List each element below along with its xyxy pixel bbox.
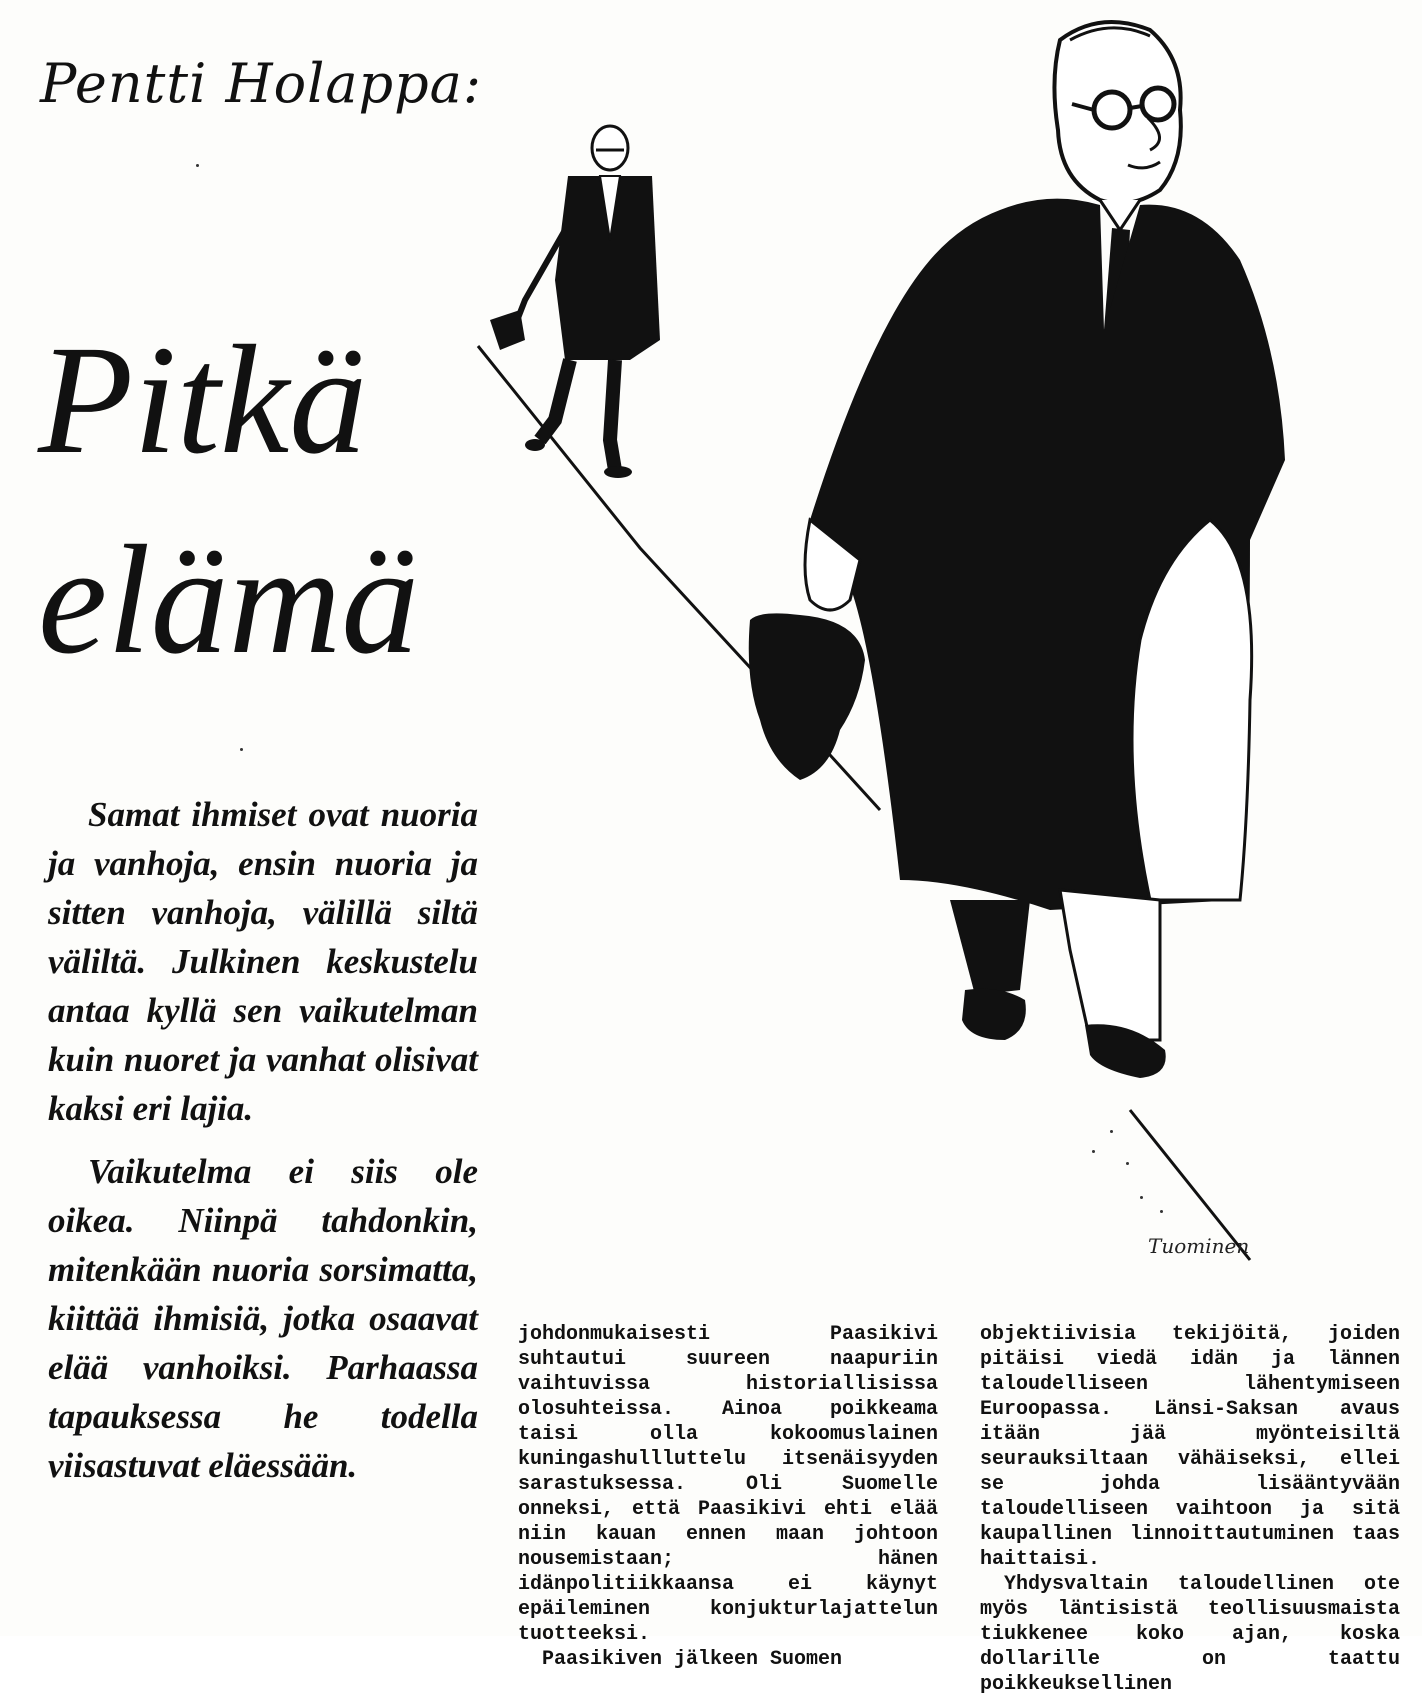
print-speck [196,164,199,167]
body-column-1-paragraph-1: johdonmukaisesti Paasikivi suhtautui suureen naapuriin vaihtuvissa historiallisissa olosuhteissa. Ainoa poikkeama taisi olla kokoomuslainen kuningashullluttelu itsenäisyyden sarastuksessa. Oli Suomelle onneksi, että Paasikivi ehti elää niin kauan ennen maan johtoon nousemistaan; hänen idänpolitiikkaansa ei käynyt epäileminen konjukturlajattelun tuotteeksi. [518,1323,938,1646]
headline-line-1: Pitkä [38,313,368,486]
small-walking-figure [490,126,660,478]
lead-paragraph-2: Vaikutelma ei siis ole oikea. Niinpä tahdonkin, mitenkään nuoria sorsimatta, kiittää ihmisiä, jotka osaavat elää vanhoiksi. Parhaassa tapauksessa he todella viisastuvat eläessään. [48,1152,478,1485]
large-walking-figure [749,22,1285,1078]
body-column-2 [980,1322,1400,1696]
lead-paragraphs [48,790,478,1504]
headline [38,300,508,700]
body-column-2-paragraph-1: objektiivisia tekijöitä, joiden pitäisi viedä idän ja lännen taloudelliseen lähentymiseen Euroopassa. Länsi-Saksan avaus itään jää myönteisiltä seurauksiltaan vähäiseksi, ellei se johda lisääntyvään taloudelliseen vaihtoon ja sitä kaupallinen linnoittautuminen taas haittaisi. [980,1323,1400,1571]
body-column-2-paragraph-2: Yhdysvaltain taloudellinen ote myös läntisistä teollisuusmaista tiukkenee koko ajan, koska dollarille on taattu poikkeuksellinen [980,1573,1400,1696]
illustrator-signature: Tuominen [1148,1234,1250,1258]
print-speck [240,748,243,751]
print-speck [1126,1162,1129,1165]
print-speck [1110,1130,1113,1133]
print-speck [1160,1210,1163,1213]
print-speck [1092,1150,1095,1153]
lead-paragraph-1: Samat ihmiset ovat nuoria ja vanhoja, ensin nuoria ja sitten vanhoja, välillä siltä väliltä. Julkinen keskustelu antaa kyllä sen vaikutelman kuin nuoret ja vanhat olisivat kaksi eri lajia. [48,795,478,1128]
body-column-1-paragraph-2: Paasikiven jälkeen Suomen [542,1648,843,1671]
headline-line-2: elämä [38,513,420,686]
print-speck [1140,1196,1143,1199]
caricature-illustration [470,0,1422,1320]
body-column-1 [518,1322,938,1671]
author-byline: Pentti Holappa: [40,52,483,115]
